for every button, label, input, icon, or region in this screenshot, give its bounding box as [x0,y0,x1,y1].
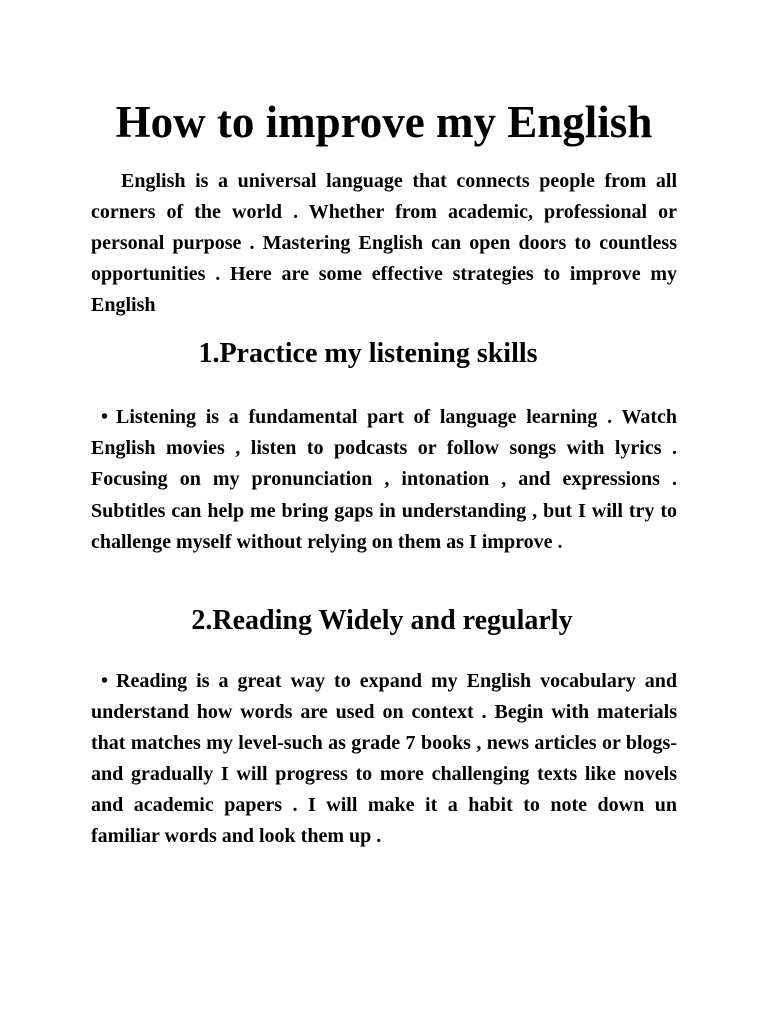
document-title: How to improve my English [115,97,653,147]
section-text-reading: Reading is a great way to expand my English vocabulary and understand how words are used on context . Begin with materials that matches my level-such as grade 7 books , news articles or blogs-and gradually I will progress to more challenging texts like novels and academic papers . I will make it a habit to note down un familiar words and look them up . [91,670,677,847]
bullet-icon: • [101,670,109,692]
section-text-listening: Listening is a fundamental part of language learning . Watch English movies , listen to podcasts or follow songs with lyrics . Focusing on my pronunciation , intonation , and expressions . Subtitles can help me bring gaps in understanding , but I will try to challenge myself without relying on them as I improve . [91,406,677,553]
section-paragraph-reading [91,666,677,852]
section-paragraph-listening [91,402,677,558]
bullet-icon: • [101,406,109,428]
section-heading-listening: 1.Practice my listening skills [198,338,538,369]
section-heading-reading: 2.Reading Widely and regularly [191,605,573,636]
intro-paragraph: English is a universal language that connects people from all corners of the world . Whether from academic, professional or personal purpose . Mastering English can open doors to countless opportunities . Here are some effective strategies to improve my English [91,170,677,316]
